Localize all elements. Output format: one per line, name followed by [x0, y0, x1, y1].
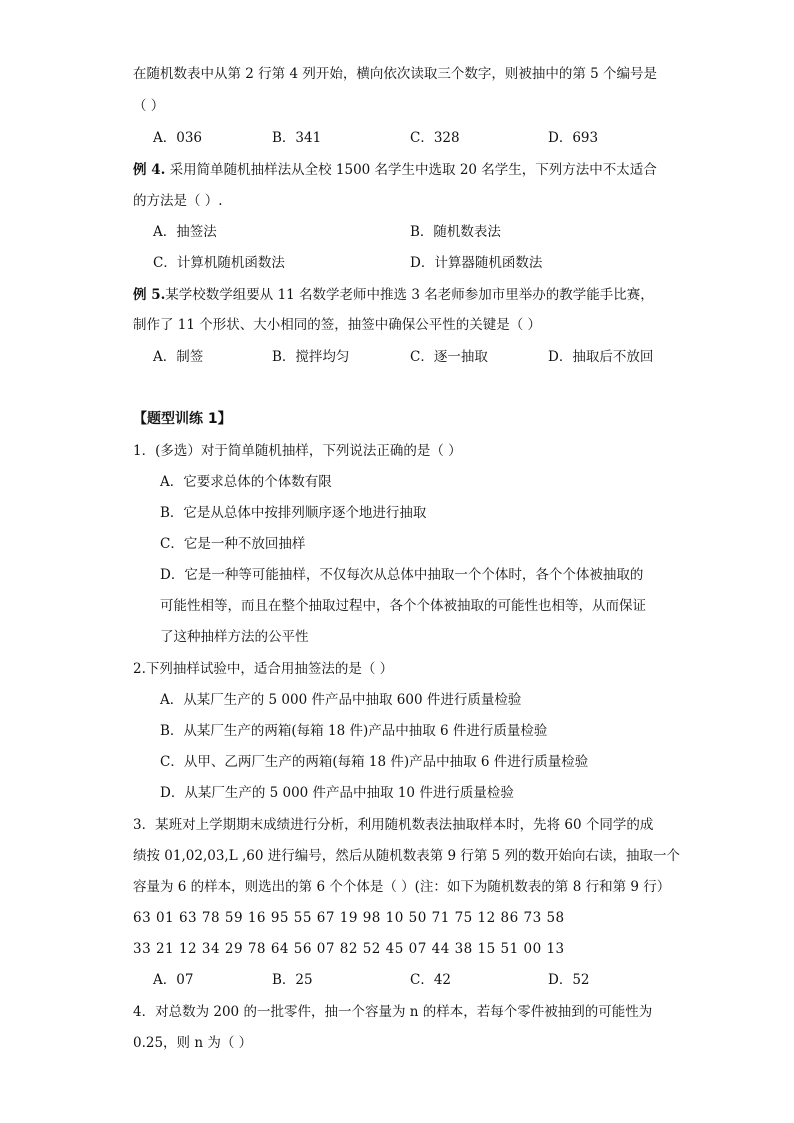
option-d: D．52	[548, 972, 590, 988]
question-text-line: （ ）	[133, 98, 165, 114]
option-b: B．从某厂生产的两箱(每箱 18 件)产品中抽取 6 件进行质量检验	[160, 723, 548, 739]
example-4	[133, 160, 657, 180]
example-label: 例 4.	[133, 162, 166, 178]
option-d: D．从某厂生产的 5 000 件产品中抽取 10 件进行质量检验	[160, 785, 514, 801]
problem-4-stem: 0.25，则 n 为（ ）	[133, 1035, 253, 1051]
option-c: C．逐一抽取	[410, 349, 488, 365]
example-label: 例 5.	[133, 287, 166, 303]
option-b: B．341	[272, 130, 322, 146]
section-title: 【题型训练 1】	[133, 411, 232, 427]
option-a: A．036	[153, 130, 203, 146]
problem-2-stem: 2.下列抽样试验中，适合用抽签法的是（ ）	[133, 661, 394, 677]
option-a: A．07	[153, 972, 194, 988]
option-b: B．搅拌均匀	[272, 349, 350, 365]
example-text-line: 制作了 11 个形状、大小相同的签，抽签中确保公平性的关键是（ ）	[133, 317, 542, 333]
option-d: D．计算器随机函数法	[410, 255, 543, 271]
example-5	[133, 285, 654, 305]
option-b: B．随机数表法	[410, 224, 501, 240]
option-b: B．它是从总体中按排列顺序逐个地进行抽取	[160, 505, 427, 521]
option-c: C．它是一种不放回抽样	[160, 536, 306, 552]
option-c: C．42	[410, 972, 452, 988]
problem-4-stem: 4．对总数为 200 的一批零件，抽一个容量为 n 的样本，若每个零件被抽到的可能性为	[133, 1004, 653, 1020]
option-d: D．抽取后不放回	[548, 349, 654, 365]
option-a: A．它要求总体的个体数有限	[160, 474, 332, 490]
random-table-row-8: 63 01 63 78 59 16 95 55 67 19 98 10 50 71 75 12 86 73 58	[133, 910, 565, 926]
option-d: D．它是一种等可能抽样，不仅每次从总体中抽取一个个体时，各个个体被抽取的	[160, 567, 644, 583]
problem-3-stem: 绩按 01,02,03,L ,60 进行编号，然后从随机数表第 9 行第 5 列的数开始向右读，抽取一个	[133, 848, 681, 864]
option-c: C．计算机随机函数法	[153, 255, 285, 271]
question-text-line: 在随机数表中从第 2 行第 4 列开始，横向依次读取三个数字，则被抽中的第 5 个编号是	[133, 66, 658, 82]
option-d-continued: 可能性相等，而且在整个抽取过程中，各个个体被抽取的可能性也相等，从而保证	[160, 598, 646, 614]
problem-3-stem: 3．某班对上学期期末成绩进行分析，利用随机数表法抽取样本时，先将 60 个同学的成	[133, 817, 654, 833]
example-text: 采用简单随机抽样法从全校 1500 名学生中选取 20 名学生，下列方法中不太适合	[169, 162, 657, 178]
example-text-line: 的方法是（ ）.	[133, 193, 223, 209]
problem-1-stem: 1．(多选）对于简单随机抽样，下列说法正确的是（ ）	[133, 443, 462, 459]
option-d-continued: 了这种抽样方法的公平性	[160, 629, 309, 645]
option-a: A．从某厂生产的 5 000 件产品中抽取 600 件进行质量检验	[160, 692, 522, 708]
option-c: C．328	[410, 130, 460, 146]
option-d: D．693	[548, 130, 599, 146]
example-text: 某学校数学组要从 11 名数学老师中推选 3 名老师参加市里举办的教学能手比赛，	[165, 287, 654, 303]
option-a: A．抽签法	[153, 224, 217, 240]
random-table-row-9: 33 21 12 34 29 78 64 56 07 82 52 45 07 44 38 15 51 00 13	[133, 941, 565, 957]
problem-3-stem: 容量为 6 的样本，则选出的第 6 个个体是（ ）(注：如下为随机数表的第 8 行和第 9 行）	[133, 879, 671, 895]
option-c: C．从甲、乙两厂生产的两箱(每箱 18 件)产品中抽取 6 件进行质量检验	[160, 754, 589, 770]
option-b: B．25	[272, 972, 313, 988]
option-a: A．制签	[153, 349, 204, 365]
